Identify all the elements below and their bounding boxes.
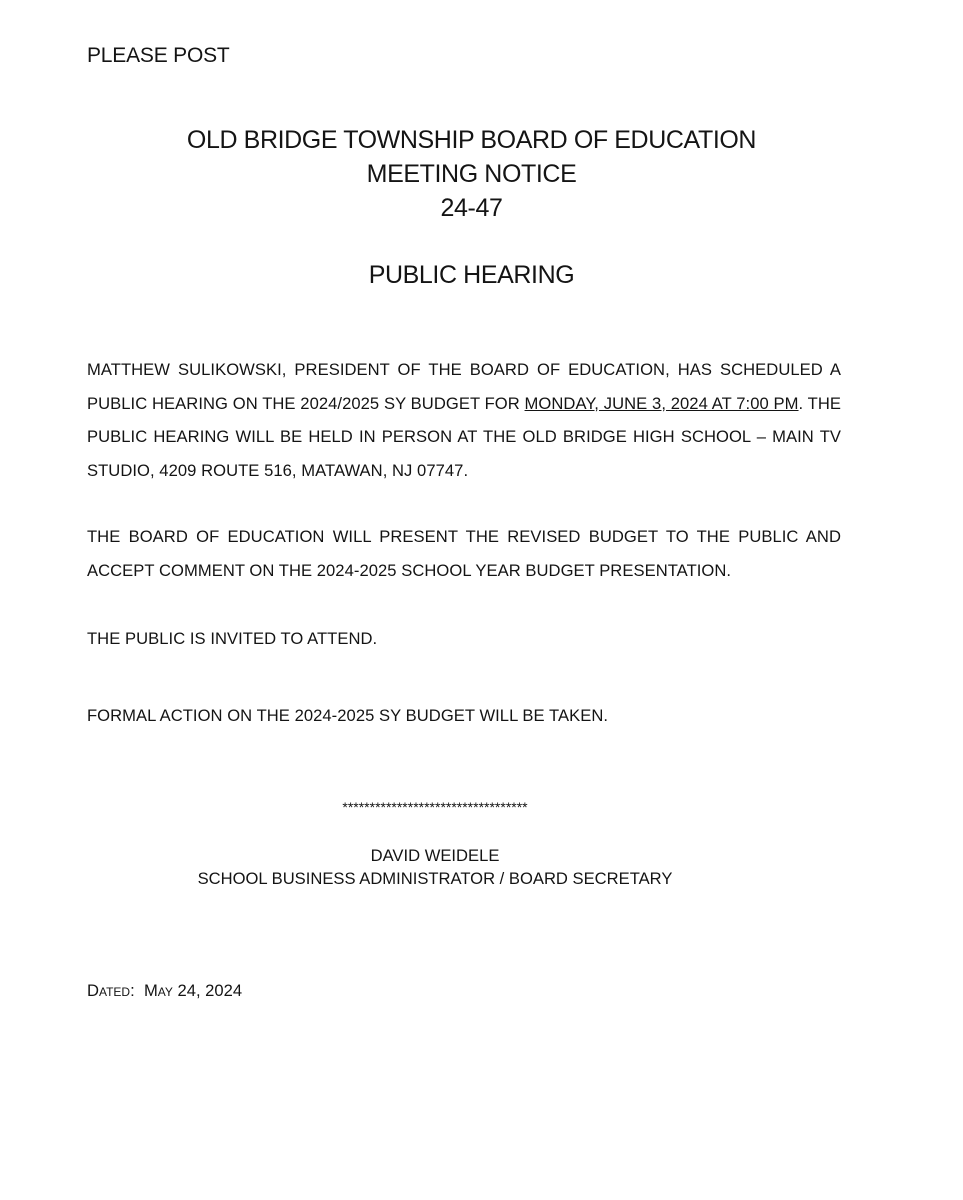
hearing-title: PUBLIC HEARING — [368, 261, 575, 289]
notice-title: MEETING NOTICE — [366, 160, 577, 188]
hearing-announcement-paragraph — [87, 353, 841, 487]
organization-title: OLD BRIDGE TOWNSHIP BOARD OF EDUCATION — [186, 126, 757, 154]
hearing-datetime: MONDAY, JUNE 3, 2024 AT 7:00 PM — [524, 393, 799, 413]
separator-stars: ********************************** — [342, 799, 528, 815]
announcement-text-end: . THE PUBLIC HEARING WILL BE HELD IN PERSON AT THE OLD BRIDGE HIGH SCHOOL – MAIN TV STUDIO, 4209 ROUTE 516, MATAWAN, NJ 07747. — [87, 393, 842, 480]
dated-label: Dated: — [87, 981, 135, 1000]
formal-action-paragraph: FORMAL ACTION ON THE 2024-2025 SY BUDGET WILL BE TAKEN. — [87, 706, 609, 725]
public-invited-paragraph: THE PUBLIC IS INVITED TO ATTEND. — [87, 629, 378, 648]
notice-number: 24-47 — [440, 194, 503, 222]
dated-value: May 24, 2024 — [143, 981, 243, 1000]
announcement-text-start: MATTHEW SULIKOWSKI, PRESIDENT OF THE BOARD OF EDUCATION, HAS SCHEDULED A PUBLIC HEARING ON THE 2024/2025 SY BUDGET FOR — [87, 360, 841, 413]
please-post-label: PLEASE POST — [87, 44, 230, 67]
signer-name: DAVID WEIDELE — [370, 846, 500, 865]
dated-line — [87, 981, 242, 1001]
budget-presentation-paragraph: THE BOARD OF EDUCATION WILL PRESENT THE REVISED BUDGET TO THE PUBLIC AND ACCEPT COMMENT ON THE 2024-2025 SCHOOL YEAR BUDGET PRESENTATION. — [87, 527, 841, 580]
signer-title: SCHOOL BUSINESS ADMINISTRATOR / BOARD SECRETARY — [197, 869, 673, 888]
